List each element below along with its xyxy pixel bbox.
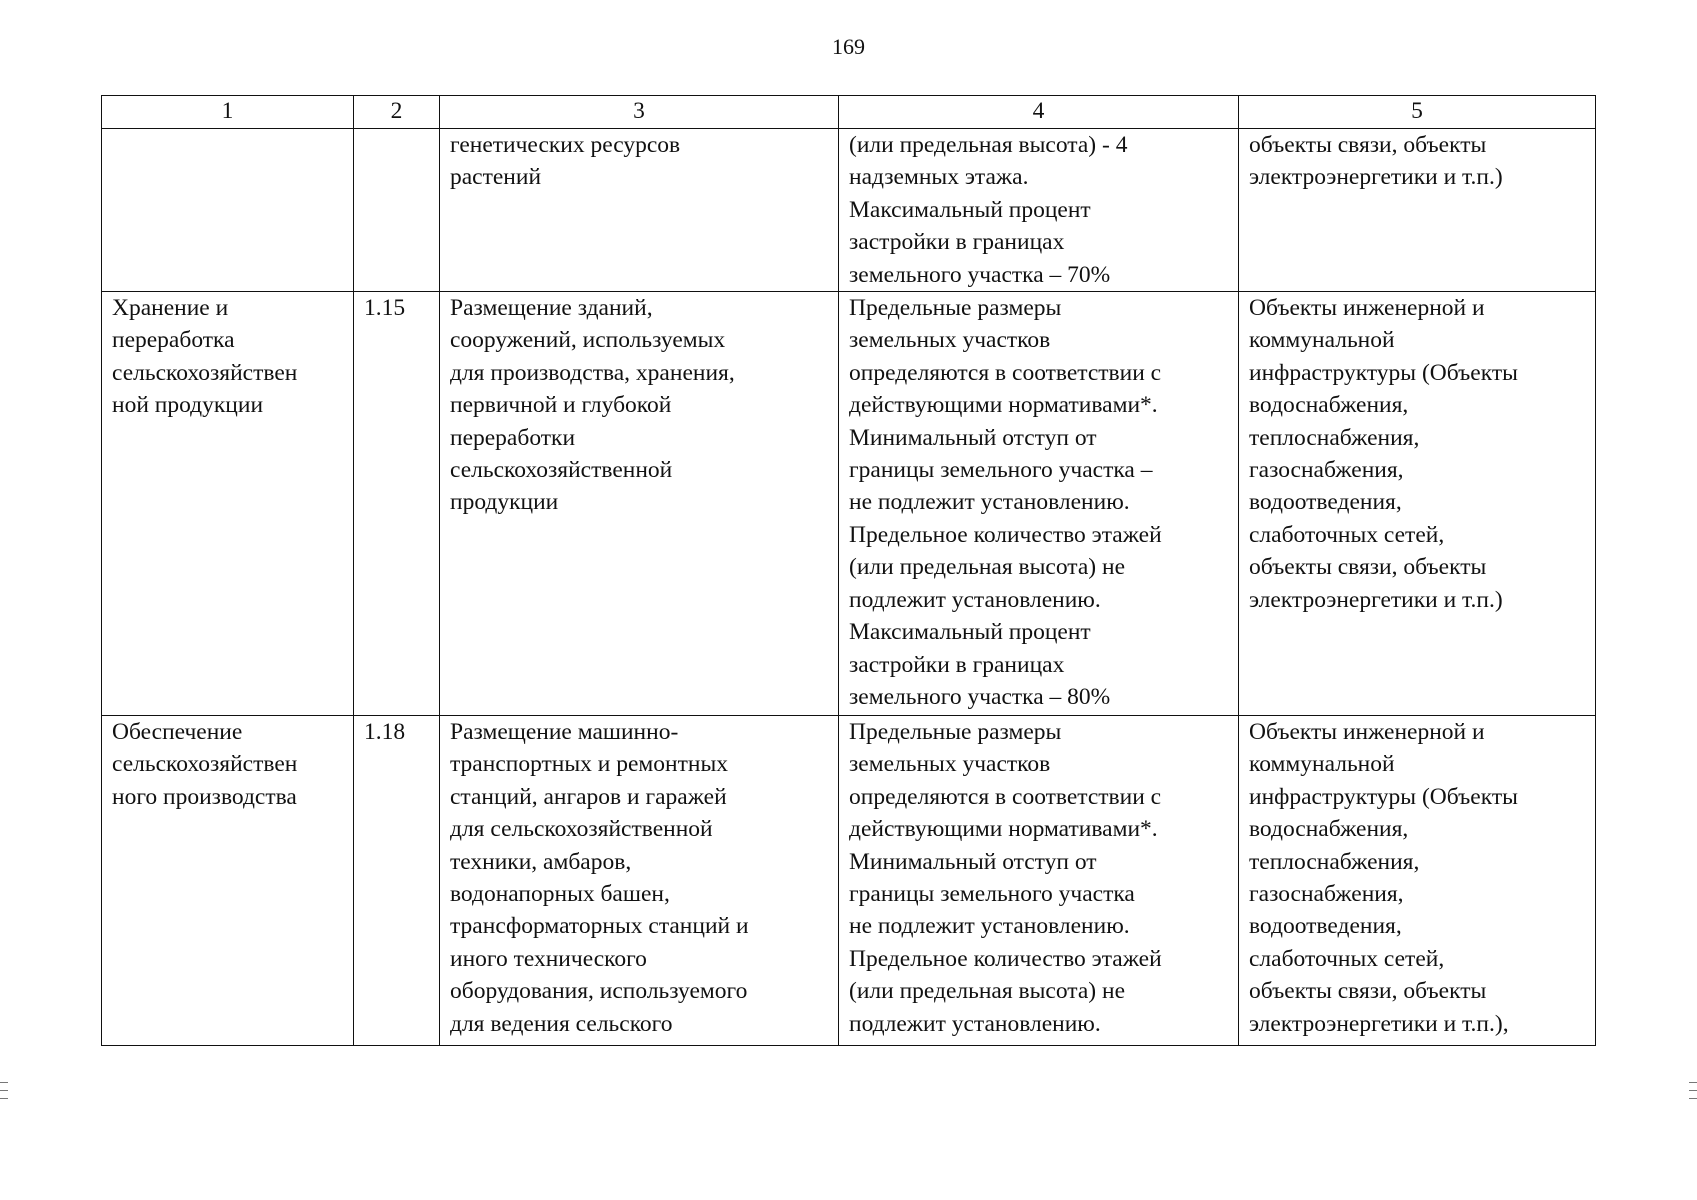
cell-use-code: 1.18 [354,716,440,1046]
scan-margin-mark [0,1098,8,1099]
cell-use-description: Размещение зданий, сооружений, используемых для производства, хранения, первичной и глубокой переработки сельскохозяйственной продукции [440,292,839,716]
cell-auxiliary-uses: Объекты инженерной и коммунальной инфраструктуры (Объекты водоснабжения, теплоснабжения, газоснабжения, водоотведения, слаботочных сетей, объекты связи, объекты электроэнергетики и т.п.), [1239,716,1596,1046]
cell-auxiliary-uses: объекты связи, объекты электроэнергетики и т.п.) [1239,129,1596,292]
header-col-5: 5 [1239,96,1596,129]
cell-use-name [102,129,354,292]
cell-use-description: генетических ресурсов растений [440,129,839,292]
cell-limits: (или предельная высота) - 4 надземных этажа. Максимальный процент застройки в границах земельного участка – 70% [839,129,1239,292]
cell-limits: Предельные размеры земельных участков определяются в соответствии с действующими нормативами*. Минимальный отступ от границы земельного участка не подлежит установлению. Предельное количество этажей (или предельная высота) не подлежит установлению. [839,716,1239,1046]
cell-use-code: 1.15 [354,292,440,716]
table-header-row [102,96,1596,129]
scan-margin-mark [1689,1082,1697,1083]
header-col-3: 3 [440,96,839,129]
header-col-1: 1 [102,96,354,129]
cell-use-name: Хранение и переработка сельскохозяйствен ной продукции [102,292,354,716]
page-number: 169 [832,34,865,59]
scan-margin-mark [0,1090,8,1091]
scan-margin-mark [0,1082,8,1083]
header-col-2: 2 [354,96,440,129]
header-col-4: 4 [839,96,1239,129]
scan-margin-mark [1689,1090,1697,1091]
table-row [102,716,1596,1046]
cell-use-description: Размещение машинно- транспортных и ремонтных станций, ангаров и гаражей для сельскохозяйственной техники, амбаров, водонапорных башен, трансформаторных станций и иного технического оборудования, используемого для ведения сельского [440,716,839,1046]
cell-auxiliary-uses: Объекты инженерной и коммунальной инфраструктуры (Объекты водоснабжения, теплоснабжения, газоснабжения, водоотведения, слаботочных сетей, объекты связи, объекты электроэнергетики и т.п.) [1239,292,1596,716]
table-row [102,129,1596,292]
table-row [102,292,1596,716]
cell-use-code [354,129,440,292]
cell-use-name: Обеспечение сельскохозяйствен ного производства [102,716,354,1046]
cell-limits: Предельные размеры земельных участков определяются в соответствии с действующими нормативами*. Минимальный отступ от границы земельного участка – не подлежит установлению. Предельное количество этажей (или предельная высота) не подлежит установлению. Максимальный процент застройки в границах земельного участка – 80% [839,292,1239,716]
regulations-table [101,95,1596,1046]
scan-margin-mark [1689,1098,1697,1099]
